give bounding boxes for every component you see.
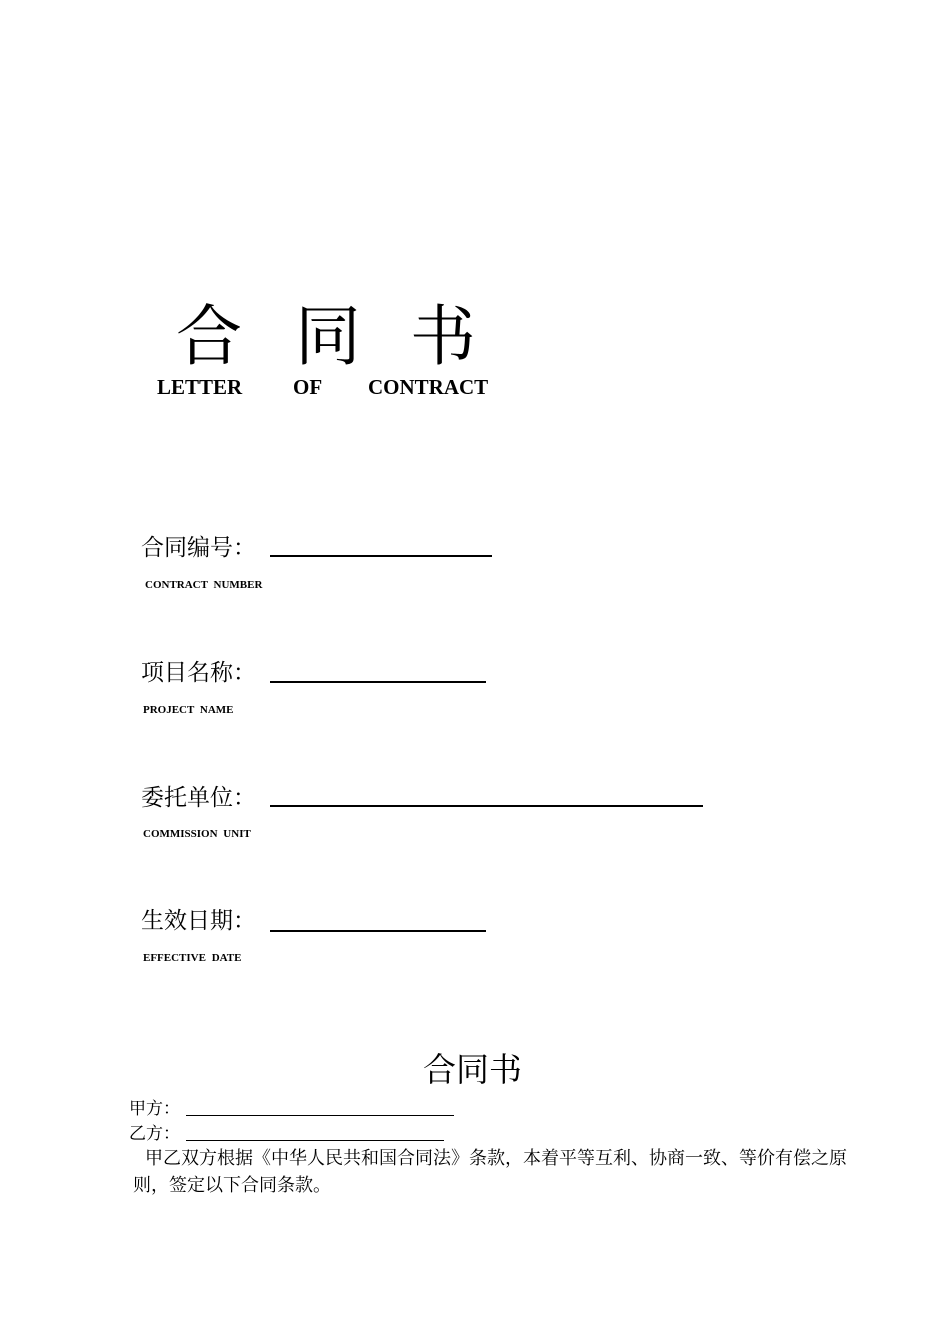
effective-date-field[interactable] (270, 930, 486, 932)
party-a-label: 甲方： (129, 1099, 180, 1119)
party-b-label: 乙方： (129, 1124, 180, 1144)
contract-body-title: 合同书 (423, 1050, 522, 1089)
cover-subtitle-contract: CONTRACT (368, 375, 489, 399)
effective-date-en-label: EFFECTIVE DATE (143, 952, 242, 964)
project-name-field[interactable] (270, 681, 486, 683)
commission-unit-label: 委托单位： (141, 785, 256, 811)
effective-date-label: 生效日期： (141, 908, 256, 934)
commission-unit-en-label: COMMISSION UNIT (143, 828, 251, 840)
contract-number-field[interactable] (270, 555, 492, 557)
cover-title-char-1: 合 (176, 298, 242, 375)
contract-number-en-label: CONTRACT NUMBER (145, 579, 263, 591)
cover-title-char-3: 书 (410, 298, 476, 375)
party-b-field[interactable] (186, 1140, 444, 1141)
contract-intro-paragraph: 甲乙双方根据《中华人民共和国合同法》条款，本着平等互利、协商一致、等价有偿之原则，签定以下合同条款。 (133, 1148, 847, 1196)
project-name-label: 项目名称： (141, 660, 256, 686)
party-a-field[interactable] (186, 1115, 454, 1116)
cover-subtitle-letter: LETTER (157, 375, 243, 399)
project-name-en-label: PROJECT NAME (143, 704, 234, 716)
commission-unit-field[interactable] (270, 805, 703, 807)
cover-subtitle-of: OF (293, 375, 323, 399)
cover-title-char-2: 同 (295, 298, 361, 375)
contract-number-label: 合同编号： (141, 535, 256, 561)
